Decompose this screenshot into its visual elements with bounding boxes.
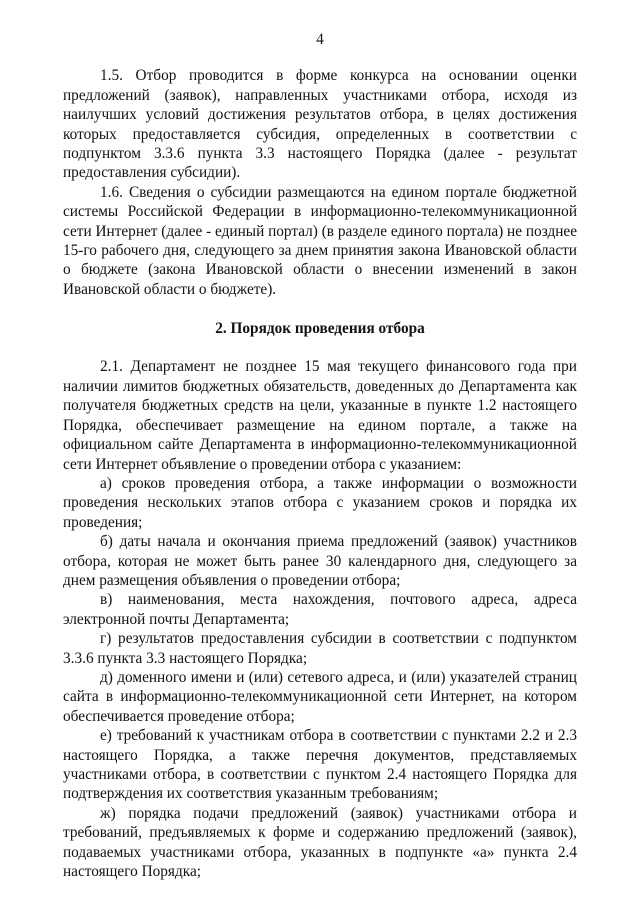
document-body (63, 66, 577, 881)
paragraph-1-6: 1.6. Сведения о субсидии размещаются на едином портале бюджетной системы Российской Федерации в информационно-телекоммуникационной сети Интернет (далее - единый портал) (в разделе единого портала) не позднее 15-го рабочего дня, следующего за днем принятия закона Ивановской области о бюджете (закона Ивановской области о внесении изменений в закон Ивановской области о бюджете). (63, 183, 578, 298)
page-number: 4 (316, 31, 324, 48)
list-item-b: б) даты начала и окончания приема предложений (заявок) участников отбора, которая не может быть ранее 30 календарного дня, следующего за днем размещения объявления о проведении отбора; (63, 533, 577, 589)
list-item-v: в) наименования, места нахождения, почтового адреса, адреса электронной почты Департамента; (63, 591, 577, 628)
list-item-a: а) сроков проведения отбора, а также информации о возможности проведения нескольких этапов отбора с указанием сроков и порядка их проведения; (63, 474, 577, 531)
section-heading-2: 2. Порядок проведения отбора (215, 319, 425, 337)
paragraph-1-5: 1.5. Отбор проводится в форме конкурса на основании оценки предложений (заявок), направленных участниками отбора, исходя из наилучших условий достижения результатов отбора, в целях достижения которых предоставляется субсидия, определенных в соответствии с подпунктом 3.3.6 пункта 3.3 настоящего Порядка (далее - результат предоставления субсидии). (63, 67, 577, 182)
paragraph-2-1: 2.1. Департамент не позднее 15 мая текущего финансового года при наличии лимитов бюджетных обязательств, доведенных до Департамента как получателя бюджетных средств на цели, указанные в пункте 1.2 настоящего Порядка, обеспечивает размещение на едином портале, а также на официальном сайте Департамента в информационно-телекоммуникационной сети Интернет объявление о проведении отбора с указанием: (63, 358, 577, 473)
list-item-zh: ж) порядка подачи предложений (заявок) участниками отбора и требований, предъявляемых к форме и содержанию предложений (заявок), подаваемых участниками отбора, указанных в подпункте «а» пункта 2.4 настоящего Порядка; (63, 804, 577, 881)
list-item-d: д) доменного имени и (или) сетевого адреса, и (или) указателей страниц сайта в информационно-телекоммуникационной сети Интернет, на котором обеспечивается проведение отбора; (63, 668, 577, 725)
list-item-g: г) результатов предоставления субсидии в соответствии с подпунктом 3.3.6 пункта 3.3 настоящего Порядка; (63, 630, 577, 667)
list-item-e: е) требований к участникам отбора в соответствии с пунктами 2.2 и 2.3 настоящего Порядка, а также перечня документов, представляемых участниками отбора, в соответствии с пунктом 2.4 настоящего Порядка для подтверждения их соответствия указанным требованиям; (63, 727, 577, 803)
